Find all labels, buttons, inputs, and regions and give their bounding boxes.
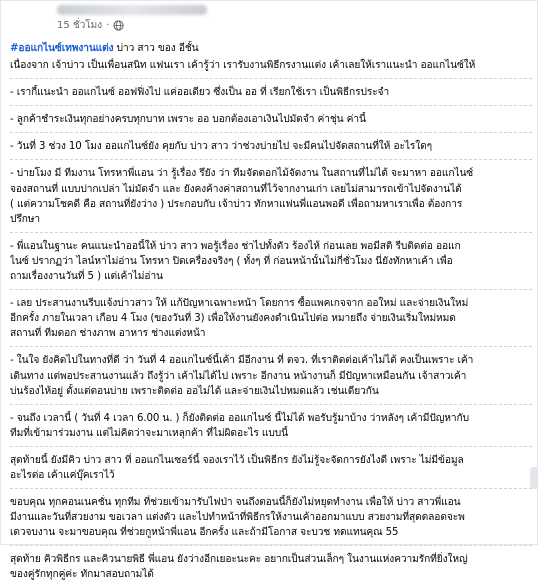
closing-paragraph-line: เดวจบงาน จะมาขอบคุณ ที่ช่วยกูหน้าพี่แอน อีกครั้ง และถ้ามีโอกาส จะบวช ทดแทนคุณ 55 — [10, 527, 399, 539]
divider — [10, 132, 532, 133]
bullet-item-line: - พี่แอนในฐานะ คนแนะนำออนี้ให้ บ่าว สาว พอรู้เรื่อง ช่าไปทั้งตัว ร้องไห้ ก่อนเลย พอมีสติ รีบติดต่อ ออแก — [10, 240, 461, 252]
post-title-rest: บ่าว สาว ของ อีชั้น — [113, 43, 199, 54]
divider — [10, 545, 532, 546]
bullet-item-line: ไนซ์ ปรากฏว่า ไลน์หาไม่อ่าน โทรหา ปิดเครื่องจริงๆ ( ทั้งๆ ที่ ก่อนหน้านั้นไม่กี่ชั่วโมง นี่ยังทักหาเค้า เพื่อ — [10, 255, 453, 267]
meta-dot: · — [106, 19, 110, 31]
post-timestamp[interactable]: 15 ชั่วโมง — [57, 19, 103, 31]
divider — [10, 404, 532, 405]
bullet-item-line: บ่นร้องไห้อยู่ ตั้งแต่ตอนบ่าย เพราะติดต่อ ออไม่ได้ และจ่ายเงินไปหมดแล้ว เช่นเดียวกัน — [10, 385, 379, 397]
bullet-item-line: เดินทาง แต่พอประสานงานแล้ว ถึงรู้ว่า เค้าไม่ได้ไป เพราะ อีกงาน หน้างานก็ มีปัญหาเหมือนกัน เจ้าสาวเค้า — [10, 370, 467, 382]
bullet-item-line: ปรึกษา — [10, 213, 41, 225]
divider — [10, 446, 532, 447]
author-name-blurred[interactable] — [57, 5, 207, 15]
avatar[interactable] — [11, 7, 47, 35]
bullet-item-2 — [10, 139, 532, 154]
bullet-item-line: สถานที่ ทีมดอก ช่างภาพ อาหาร ช่างแต่งหน้า — [10, 328, 206, 340]
divider — [10, 105, 532, 106]
closing-paragraph-line: มีงานและวันที่สวยงาม ขอเวลา แต่งตัว และไปทำหน้าที่พิธีกรให้งานเค้าออกมาแบบ สวยงามที่สุดตลอดจะพ — [10, 512, 465, 524]
bullet-item-6 — [10, 353, 532, 398]
divider — [10, 159, 532, 160]
side-scroll-tab[interactable] — [530, 467, 537, 489]
closing-paragraph-line: สุดท้าย คิวพิธีกร และคิวนายพิธี พี่แอน ยังว่างอีกเยอะนะคะ อยากเป็นส่วนเล็กๆ ในงานแห่งความรักที่ยิ่งใหญ่ — [10, 554, 468, 566]
globe-icon — [113, 20, 124, 31]
divider — [10, 289, 532, 290]
closing-paragraph-line: ของคู่รักทุกคู่ค่ะ ทักมาสอบถามได้ — [10, 569, 154, 581]
intro-line: เนื่องจาก เจ้าบ่าว เป็นเพื่อนสนิท แฟนเรา เค้ารู้ว่า เรารับงานพิธีกรงานแต่ง เค้าเลยให้เราแนะนำ ออแกไนซ์ให้ — [10, 60, 476, 72]
divider — [10, 346, 532, 347]
bullet-item-7 — [10, 411, 532, 441]
bullet-item-line: ถามเรื่องงานวันที่ 5 ) แต่เค้าไม่อ่าน — [10, 271, 163, 283]
post-title-line — [10, 41, 532, 56]
bullet-item-4 — [10, 239, 532, 284]
bullet-item-0 — [10, 85, 532, 100]
bullet-item-1 — [10, 112, 532, 127]
bullet-item-line: - วันที่ 3 ช่วง 10 โมง ออแกไนซ์ยัง คุยกับ บ่าว สาว ว่าช่วงบ่ายไป จะมีคนไปจัดสถานที่ให้ อะไรใดๆ — [10, 141, 432, 153]
closing-paragraph-line: ขอบคุณ ทุกคอนเนคชั่น ทุกทีม ที่ช่วยเข้ามารับไฟป่า จนถึงตอนนี้ก็ยังไม่หยุดทำงาน เพื่อให้ บ่าว สาวพี่แอน — [10, 497, 461, 509]
bullet-item-line: - จนถึง เวลานี้ ( วันที่ 4 เวลา 6.00 น. ) ก็ยังติดต่อ ออแกไนซ์ นี้ไม่ได้ พอรับรู้มาบ้าง ว่าหลังๆ เค้ามีปัญหากับ — [10, 412, 469, 424]
closing-paragraph-line: สุดท้ายนี้ ยังมีคิว บ่าว สาว ที่ ออแกไนเซอร์นี้ จองเราไว้ เป็นพิธีกร ยังไม่รู้จะจัดการยังไงดี เพราะ ไม่มีข้อมูล — [10, 454, 464, 466]
bullet-item-line: ( แต่ความโชคดี คือ สถานที่ยังว่าง ) ประกอบกับ เจ้าบ่าว ทักหาแฟนพี่แอนพอดี เพื่อถามหาเราเพื่อ ต้องการ — [10, 198, 463, 210]
bullet-item-line: - เรากี้แนะนำ ออแกไนซ์ ออฟฟิ่งไป แค่ออเดียว ซึ่งเป็น ออ ที่ เรียกใช้เรา เป็นพิธีกรประจำ — [10, 87, 390, 99]
bullet-list — [10, 85, 532, 447]
bullet-item-line: - ลูกค้าชำระเงินทุกอย่างครบทุกบาท เพราะ ออ บอกต้องเอาเงินไปมัดจำ ค่าชุ่น ค่านี้ — [10, 114, 366, 126]
closing-paragraph-line: อะไรต่อ เค้าแค่บุ๊คเราไว้ — [10, 469, 115, 481]
bullet-item-3 — [10, 166, 532, 226]
divider — [10, 232, 532, 233]
post-header — [1, 1, 538, 41]
post-hashtag[interactable]: #ออแกไนซ์เทพงานแต่ง — [10, 43, 114, 54]
divider — [10, 78, 532, 79]
closing-paragraph-2 — [10, 552, 532, 582]
post-meta — [57, 18, 124, 32]
bullet-item-line: - บ่ายโมง มี ทีมงาน โทรหาพี่แอน ว่า รู้เรื่อง รึยัง ว่า ทีมจัดดอกไม้จัดงาน ในสถานที่ไม่ได้ จะมาหา ออแกไนซ์ — [10, 168, 474, 180]
closing-paragraph-1 — [10, 495, 532, 540]
bullet-item-line: - ในใจ ยังคิดไปในทางที่ดี ว่า วันที่ 4 ออแกไนซ์นี้เค้า มีอีกงาน ที่ ตจว. ที่เราติดต่อเค้าไม่ได้ คงเป็นเพราะ เค้า — [10, 355, 474, 367]
bullet-item-line: ทีมที่เข้ามาร่วมงาน แต่ไม่คิดว่าจะมาเหลุกค้า ที่ไม่ผิดอะไร แบบนี้ — [10, 427, 288, 439]
bullet-item-line: จองสถานที่ แบบปากเปล่า ไม่มัดจำ และ ยังคงค้างค่าสถานที่ไว้จากงานเก่า เลยไม่สามารถเข้าไปจัดงานได้ — [10, 183, 462, 195]
bullet-item-line: - เลย ประสานงานรีบแจ้งบ่าวสาว ให้ แก้ปัญหาเฉพาะหน้า โดยการ ซื้อแพคเกจจาก ออใหม่ และจ่ายเงินใหม่ — [10, 298, 469, 310]
bullet-item-5 — [10, 296, 532, 341]
closing-paragraph-0 — [10, 453, 532, 483]
bullet-item-line: อีกครั้ง ภายในเวลา เกือบ 4 โมง (ของวันที่ 3) เพื่อให้งานยังคงดำเนินไปต่อ หมายถึง จ่ายเงินเริ่มใหม่หมด — [10, 313, 456, 325]
post-content — [10, 41, 532, 583]
closing-text — [10, 453, 532, 583]
divider — [10, 488, 532, 489]
